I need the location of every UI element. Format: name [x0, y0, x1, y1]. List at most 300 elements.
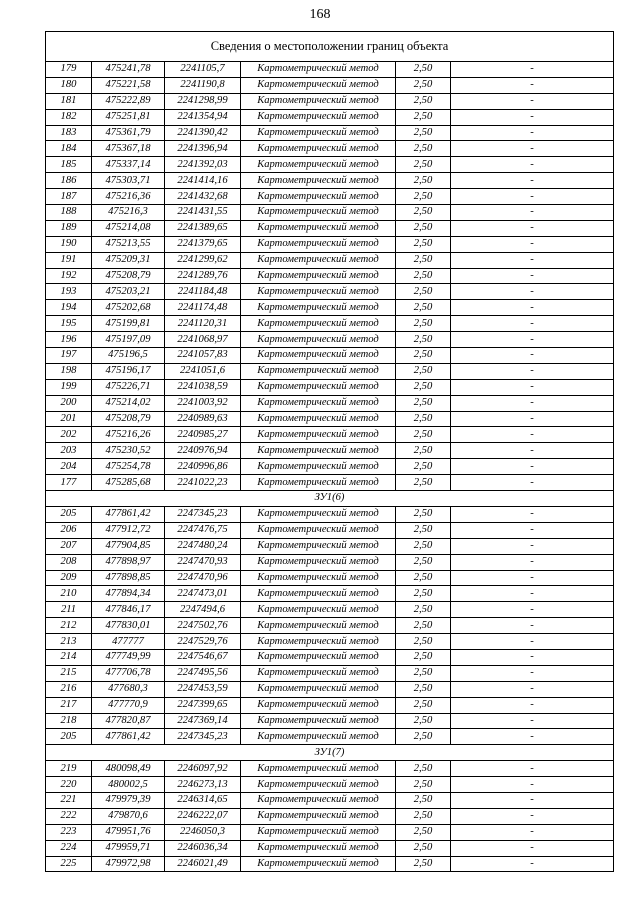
- table-row: [46, 173, 614, 189]
- note-cell: -: [451, 316, 614, 332]
- y-coordinate-cell: 2241120,31: [165, 316, 241, 332]
- table-row: [46, 856, 614, 872]
- x-coordinate-cell: 477846,17: [92, 602, 165, 618]
- accuracy-cell: 2,50: [396, 125, 451, 141]
- y-coordinate-cell: 2241414,16: [165, 173, 241, 189]
- section-header-row: [46, 745, 614, 761]
- table-row: [46, 157, 614, 173]
- point-number-cell: 197: [46, 348, 92, 364]
- table-row: [46, 395, 614, 411]
- point-number-cell: 192: [46, 268, 92, 284]
- x-coordinate-cell: 475221,58: [92, 77, 165, 93]
- x-coordinate-cell: 479959,71: [92, 840, 165, 856]
- method-cell: Картометрический метод: [241, 268, 396, 284]
- accuracy-cell: 2,50: [396, 379, 451, 395]
- point-number-cell: 203: [46, 443, 92, 459]
- note-cell: -: [451, 649, 614, 665]
- accuracy-cell: 2,50: [396, 252, 451, 268]
- method-cell: Картометрический метод: [241, 109, 396, 125]
- y-coordinate-cell: 2241051,6: [165, 363, 241, 379]
- table-body: [46, 32, 614, 872]
- accuracy-cell: 2,50: [396, 77, 451, 93]
- method-cell: Картометрический метод: [241, 761, 396, 777]
- y-coordinate-cell: 2247470,96: [165, 570, 241, 586]
- point-number-cell: 207: [46, 538, 92, 554]
- x-coordinate-cell: 477861,42: [92, 729, 165, 745]
- x-coordinate-cell: 475367,18: [92, 141, 165, 157]
- method-cell: Картометрический метод: [241, 316, 396, 332]
- note-cell: -: [451, 856, 614, 872]
- y-coordinate-cell: 2247495,56: [165, 665, 241, 681]
- y-coordinate-cell: 2240976,94: [165, 443, 241, 459]
- y-coordinate-cell: 2241038,59: [165, 379, 241, 395]
- accuracy-cell: 2,50: [396, 157, 451, 173]
- y-coordinate-cell: 2240985,27: [165, 427, 241, 443]
- x-coordinate-cell: 475226,71: [92, 379, 165, 395]
- point-number-cell: 215: [46, 665, 92, 681]
- point-number-cell: 204: [46, 459, 92, 475]
- method-cell: Картометрический метод: [241, 665, 396, 681]
- x-coordinate-cell: 475196,17: [92, 363, 165, 379]
- accuracy-cell: 2,50: [396, 332, 451, 348]
- x-coordinate-cell: 475203,21: [92, 284, 165, 300]
- y-coordinate-cell: 2241174,48: [165, 300, 241, 316]
- point-number-cell: 202: [46, 427, 92, 443]
- note-cell: -: [451, 189, 614, 205]
- x-coordinate-cell: 475216,36: [92, 189, 165, 205]
- accuracy-cell: 2,50: [396, 522, 451, 538]
- method-cell: Картометрический метод: [241, 427, 396, 443]
- x-coordinate-cell: 477749,99: [92, 649, 165, 665]
- note-cell: -: [451, 205, 614, 221]
- x-coordinate-cell: 475254,78: [92, 459, 165, 475]
- method-cell: Картометрический метод: [241, 618, 396, 634]
- point-number-cell: 191: [46, 252, 92, 268]
- point-number-cell: 184: [46, 141, 92, 157]
- note-cell: -: [451, 840, 614, 856]
- note-cell: -: [451, 109, 614, 125]
- y-coordinate-cell: 2247476,75: [165, 522, 241, 538]
- point-number-cell: 201: [46, 411, 92, 427]
- y-coordinate-cell: 2246036,34: [165, 840, 241, 856]
- note-cell: -: [451, 634, 614, 650]
- method-cell: Картометрический метод: [241, 634, 396, 650]
- point-number-cell: 224: [46, 840, 92, 856]
- point-number-cell: 177: [46, 475, 92, 491]
- accuracy-cell: 2,50: [396, 681, 451, 697]
- table-row: [46, 792, 614, 808]
- method-cell: Картометрический метод: [241, 300, 396, 316]
- note-cell: -: [451, 125, 614, 141]
- x-coordinate-cell: 475361,79: [92, 125, 165, 141]
- x-coordinate-cell: 479972,98: [92, 856, 165, 872]
- table-row: [46, 824, 614, 840]
- method-cell: Картометрический метод: [241, 649, 396, 665]
- y-coordinate-cell: 2240996,86: [165, 459, 241, 475]
- method-cell: Картометрический метод: [241, 173, 396, 189]
- x-coordinate-cell: 477898,85: [92, 570, 165, 586]
- method-cell: Картометрический метод: [241, 840, 396, 856]
- accuracy-cell: 2,50: [396, 348, 451, 364]
- x-coordinate-cell: 477861,42: [92, 506, 165, 522]
- method-cell: Картометрический метод: [241, 348, 396, 364]
- point-number-cell: 205: [46, 506, 92, 522]
- point-number-cell: 212: [46, 618, 92, 634]
- note-cell: -: [451, 538, 614, 554]
- accuracy-cell: 2,50: [396, 538, 451, 554]
- method-cell: Картометрический метод: [241, 824, 396, 840]
- table-row: [46, 570, 614, 586]
- y-coordinate-cell: 2241022,23: [165, 475, 241, 491]
- x-coordinate-cell: 475208,79: [92, 268, 165, 284]
- x-coordinate-cell: 477777: [92, 634, 165, 650]
- point-number-cell: 217: [46, 697, 92, 713]
- accuracy-cell: 2,50: [396, 506, 451, 522]
- section-header-row: [46, 491, 614, 507]
- point-number-cell: 223: [46, 824, 92, 840]
- point-number-cell: 181: [46, 93, 92, 109]
- accuracy-cell: 2,50: [396, 443, 451, 459]
- note-cell: -: [451, 586, 614, 602]
- note-cell: -: [451, 824, 614, 840]
- method-cell: Картометрический метод: [241, 808, 396, 824]
- accuracy-cell: 2,50: [396, 109, 451, 125]
- y-coordinate-cell: 2241298,99: [165, 93, 241, 109]
- note-cell: -: [451, 761, 614, 777]
- accuracy-cell: 2,50: [396, 268, 451, 284]
- method-cell: Картометрический метод: [241, 93, 396, 109]
- y-coordinate-cell: 2247345,23: [165, 729, 241, 745]
- x-coordinate-cell: 475199,81: [92, 316, 165, 332]
- table-row: [46, 713, 614, 729]
- point-number-cell: 211: [46, 602, 92, 618]
- table-row: [46, 475, 614, 491]
- method-cell: Картометрический метод: [241, 554, 396, 570]
- method-cell: Картометрический метод: [241, 792, 396, 808]
- table-row: [46, 602, 614, 618]
- note-cell: -: [451, 475, 614, 491]
- y-coordinate-cell: 2247502,76: [165, 618, 241, 634]
- table-row: [46, 808, 614, 824]
- note-cell: -: [451, 808, 614, 824]
- table-row: [46, 427, 614, 443]
- x-coordinate-cell: 475202,68: [92, 300, 165, 316]
- method-cell: Картометрический метод: [241, 141, 396, 157]
- accuracy-cell: 2,50: [396, 411, 451, 427]
- point-number-cell: 200: [46, 395, 92, 411]
- y-coordinate-cell: 2246314,65: [165, 792, 241, 808]
- x-coordinate-cell: 479870,6: [92, 808, 165, 824]
- note-cell: -: [451, 300, 614, 316]
- accuracy-cell: 2,50: [396, 761, 451, 777]
- x-coordinate-cell: 477770,9: [92, 697, 165, 713]
- note-cell: -: [451, 141, 614, 157]
- point-number-cell: 190: [46, 236, 92, 252]
- accuracy-cell: 2,50: [396, 665, 451, 681]
- y-coordinate-cell: 2241003,92: [165, 395, 241, 411]
- point-number-cell: 187: [46, 189, 92, 205]
- page-number: 168: [309, 7, 331, 22]
- table-row: [46, 777, 614, 793]
- y-coordinate-cell: 2247529,76: [165, 634, 241, 650]
- note-cell: -: [451, 570, 614, 586]
- accuracy-cell: 2,50: [396, 570, 451, 586]
- note-cell: -: [451, 77, 614, 93]
- accuracy-cell: 2,50: [396, 62, 451, 78]
- accuracy-cell: 2,50: [396, 840, 451, 856]
- note-cell: -: [451, 62, 614, 78]
- method-cell: Картометрический метод: [241, 220, 396, 236]
- method-cell: Картометрический метод: [241, 602, 396, 618]
- table-row: [46, 220, 614, 236]
- note-cell: -: [451, 459, 614, 475]
- y-coordinate-cell: 2247494,6: [165, 602, 241, 618]
- table-row: [46, 586, 614, 602]
- x-coordinate-cell: 475214,02: [92, 395, 165, 411]
- x-coordinate-cell: 477894,34: [92, 586, 165, 602]
- method-cell: Картометрический метод: [241, 681, 396, 697]
- accuracy-cell: 2,50: [396, 602, 451, 618]
- table-row: [46, 109, 614, 125]
- table-row: [46, 729, 614, 745]
- x-coordinate-cell: 480098,49: [92, 761, 165, 777]
- point-number-cell: 221: [46, 792, 92, 808]
- accuracy-cell: 2,50: [396, 459, 451, 475]
- y-coordinate-cell: 2246021,49: [165, 856, 241, 872]
- table-title-row: [46, 32, 614, 62]
- point-number-cell: 194: [46, 300, 92, 316]
- table-row: [46, 443, 614, 459]
- note-cell: -: [451, 681, 614, 697]
- accuracy-cell: 2,50: [396, 697, 451, 713]
- point-number-cell: 214: [46, 649, 92, 665]
- table-row: [46, 618, 614, 634]
- table-row: [46, 538, 614, 554]
- point-number-cell: 205: [46, 729, 92, 745]
- method-cell: Картометрический метод: [241, 379, 396, 395]
- x-coordinate-cell: 479979,39: [92, 792, 165, 808]
- note-cell: -: [451, 713, 614, 729]
- y-coordinate-cell: 2241184,48: [165, 284, 241, 300]
- x-coordinate-cell: 475216,3: [92, 205, 165, 221]
- accuracy-cell: 2,50: [396, 316, 451, 332]
- note-cell: -: [451, 443, 614, 459]
- method-cell: Картометрический метод: [241, 777, 396, 793]
- y-coordinate-cell: 2241379,65: [165, 236, 241, 252]
- x-coordinate-cell: 475337,14: [92, 157, 165, 173]
- x-coordinate-cell: 480002,5: [92, 777, 165, 793]
- point-number-cell: 213: [46, 634, 92, 650]
- table-row: [46, 665, 614, 681]
- accuracy-cell: 2,50: [396, 649, 451, 665]
- table-row: [46, 300, 614, 316]
- y-coordinate-cell: 2247546,67: [165, 649, 241, 665]
- accuracy-cell: 2,50: [396, 236, 451, 252]
- table-row: [46, 189, 614, 205]
- method-cell: Картометрический метод: [241, 697, 396, 713]
- point-number-cell: 189: [46, 220, 92, 236]
- x-coordinate-cell: 475196,5: [92, 348, 165, 364]
- y-coordinate-cell: 2241396,94: [165, 141, 241, 157]
- accuracy-cell: 2,50: [396, 856, 451, 872]
- accuracy-cell: 2,50: [396, 284, 451, 300]
- note-cell: -: [451, 348, 614, 364]
- note-cell: -: [451, 729, 614, 745]
- note-cell: -: [451, 777, 614, 793]
- x-coordinate-cell: 475214,08: [92, 220, 165, 236]
- note-cell: -: [451, 268, 614, 284]
- method-cell: Картометрический метод: [241, 205, 396, 221]
- table-row: [46, 284, 614, 300]
- method-cell: Картометрический метод: [241, 522, 396, 538]
- table-row: [46, 348, 614, 364]
- section-label: ЗУ1(6): [46, 491, 614, 507]
- y-coordinate-cell: 2241390,42: [165, 125, 241, 141]
- y-coordinate-cell: 2246097,92: [165, 761, 241, 777]
- y-coordinate-cell: 2247453,59: [165, 681, 241, 697]
- x-coordinate-cell: 475303,71: [92, 173, 165, 189]
- y-coordinate-cell: 2241190,8: [165, 77, 241, 93]
- point-number-cell: 198: [46, 363, 92, 379]
- point-number-cell: 219: [46, 761, 92, 777]
- x-coordinate-cell: 475208,79: [92, 411, 165, 427]
- point-number-cell: 195: [46, 316, 92, 332]
- note-cell: -: [451, 332, 614, 348]
- x-coordinate-cell: 475216,26: [92, 427, 165, 443]
- x-coordinate-cell: 477820,87: [92, 713, 165, 729]
- y-coordinate-cell: 2241057,83: [165, 348, 241, 364]
- accuracy-cell: 2,50: [396, 220, 451, 236]
- note-cell: -: [451, 411, 614, 427]
- note-cell: -: [451, 93, 614, 109]
- x-coordinate-cell: 475213,55: [92, 236, 165, 252]
- method-cell: Картометрический метод: [241, 586, 396, 602]
- accuracy-cell: 2,50: [396, 586, 451, 602]
- accuracy-cell: 2,50: [396, 189, 451, 205]
- accuracy-cell: 2,50: [396, 713, 451, 729]
- accuracy-cell: 2,50: [396, 554, 451, 570]
- y-coordinate-cell: 2246273,13: [165, 777, 241, 793]
- accuracy-cell: 2,50: [396, 363, 451, 379]
- x-coordinate-cell: 477706,78: [92, 665, 165, 681]
- accuracy-cell: 2,50: [396, 729, 451, 745]
- note-cell: -: [451, 363, 614, 379]
- y-coordinate-cell: 2241068,97: [165, 332, 241, 348]
- table-row: [46, 125, 614, 141]
- table-row: [46, 649, 614, 665]
- method-cell: Картометрический метод: [241, 332, 396, 348]
- table-row: [46, 62, 614, 78]
- note-cell: -: [451, 506, 614, 522]
- point-number-cell: 210: [46, 586, 92, 602]
- y-coordinate-cell: 2246050,3: [165, 824, 241, 840]
- note-cell: -: [451, 395, 614, 411]
- table-row: [46, 363, 614, 379]
- table-row: [46, 205, 614, 221]
- method-cell: Картометрический метод: [241, 443, 396, 459]
- y-coordinate-cell: 2241354,94: [165, 109, 241, 125]
- method-cell: Картометрический метод: [241, 157, 396, 173]
- y-coordinate-cell: 2247480,24: [165, 538, 241, 554]
- section-label: ЗУ1(7): [46, 745, 614, 761]
- x-coordinate-cell: 475241,78: [92, 62, 165, 78]
- table-row: [46, 316, 614, 332]
- x-coordinate-cell: 477898,97: [92, 554, 165, 570]
- point-number-cell: 186: [46, 173, 92, 189]
- note-cell: -: [451, 792, 614, 808]
- y-coordinate-cell: 2247399,65: [165, 697, 241, 713]
- table-row: [46, 332, 614, 348]
- x-coordinate-cell: 475209,31: [92, 252, 165, 268]
- y-coordinate-cell: 2240989,63: [165, 411, 241, 427]
- y-coordinate-cell: 2241389,65: [165, 220, 241, 236]
- y-coordinate-cell: 2247369,14: [165, 713, 241, 729]
- table-row: [46, 93, 614, 109]
- table-row: [46, 141, 614, 157]
- note-cell: -: [451, 522, 614, 538]
- note-cell: -: [451, 618, 614, 634]
- x-coordinate-cell: 475251,81: [92, 109, 165, 125]
- note-cell: -: [451, 427, 614, 443]
- method-cell: Картометрический метод: [241, 252, 396, 268]
- y-coordinate-cell: 2246222,07: [165, 808, 241, 824]
- method-cell: Картометрический метод: [241, 506, 396, 522]
- point-number-cell: 218: [46, 713, 92, 729]
- point-number-cell: 216: [46, 681, 92, 697]
- method-cell: Картометрический метод: [241, 475, 396, 491]
- table-row: [46, 379, 614, 395]
- y-coordinate-cell: 2241392,03: [165, 157, 241, 173]
- table-row: [46, 681, 614, 697]
- table-row: [46, 268, 614, 284]
- accuracy-cell: 2,50: [396, 205, 451, 221]
- method-cell: Картометрический метод: [241, 62, 396, 78]
- y-coordinate-cell: 2247470,93: [165, 554, 241, 570]
- method-cell: Картометрический метод: [241, 77, 396, 93]
- accuracy-cell: 2,50: [396, 792, 451, 808]
- y-coordinate-cell: 2241299,62: [165, 252, 241, 268]
- table-row: [46, 761, 614, 777]
- y-coordinate-cell: 2241431,55: [165, 205, 241, 221]
- x-coordinate-cell: 475197,09: [92, 332, 165, 348]
- accuracy-cell: 2,50: [396, 634, 451, 650]
- accuracy-cell: 2,50: [396, 300, 451, 316]
- x-coordinate-cell: 479951,76: [92, 824, 165, 840]
- x-coordinate-cell: 475285,68: [92, 475, 165, 491]
- accuracy-cell: 2,50: [396, 808, 451, 824]
- point-number-cell: 222: [46, 808, 92, 824]
- point-number-cell: 199: [46, 379, 92, 395]
- point-number-cell: 196: [46, 332, 92, 348]
- point-number-cell: 225: [46, 856, 92, 872]
- point-number-cell: 206: [46, 522, 92, 538]
- x-coordinate-cell: 477680,3: [92, 681, 165, 697]
- table-row: [46, 634, 614, 650]
- boundary-table: [45, 31, 614, 872]
- accuracy-cell: 2,50: [396, 93, 451, 109]
- y-coordinate-cell: 2247345,23: [165, 506, 241, 522]
- table-title: Сведения о местоположении границ объекта: [46, 32, 614, 62]
- point-number-cell: 180: [46, 77, 92, 93]
- accuracy-cell: 2,50: [396, 824, 451, 840]
- method-cell: Картометрический метод: [241, 729, 396, 745]
- note-cell: -: [451, 284, 614, 300]
- accuracy-cell: 2,50: [396, 777, 451, 793]
- table-row: [46, 77, 614, 93]
- table-row: [46, 554, 614, 570]
- table-row: [46, 236, 614, 252]
- accuracy-cell: 2,50: [396, 141, 451, 157]
